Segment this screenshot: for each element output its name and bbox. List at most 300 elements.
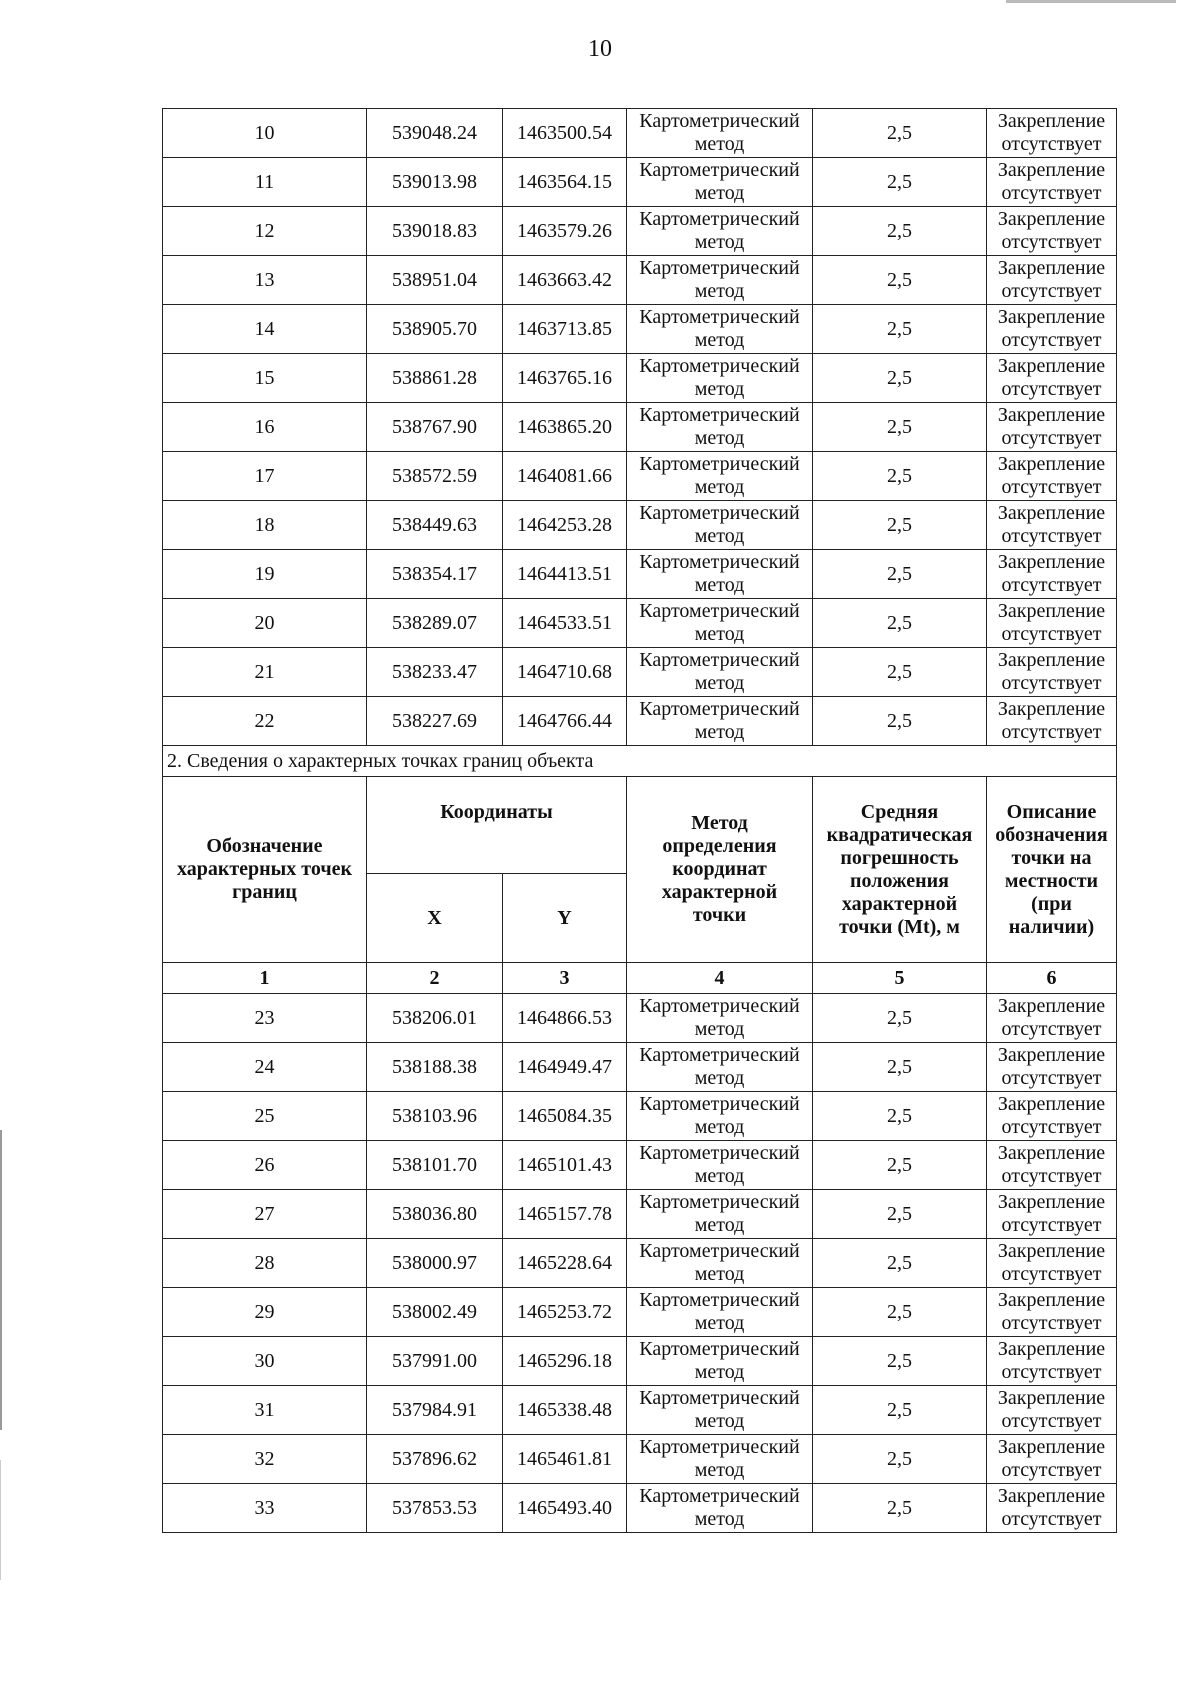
method-cell bbox=[627, 1190, 813, 1239]
table-row bbox=[163, 207, 1117, 256]
description-cell bbox=[987, 1043, 1117, 1092]
table-row bbox=[163, 1337, 1117, 1386]
description-text: Закрепление bbox=[997, 995, 1106, 1017]
x-coordinate-cell: 538233.47 bbox=[367, 648, 503, 697]
method-cell bbox=[627, 109, 813, 158]
description-text: Закрепление bbox=[997, 502, 1106, 524]
description-text: отсутствует bbox=[1001, 1312, 1102, 1334]
description-cell bbox=[987, 1190, 1117, 1239]
method-cell bbox=[627, 1484, 813, 1533]
method-text: метод bbox=[694, 182, 745, 204]
description-text: Закрепление bbox=[997, 1485, 1106, 1507]
description-text: отсутствует bbox=[1001, 1067, 1102, 1089]
point-cell: 17 bbox=[163, 452, 367, 501]
point-cell: 18 bbox=[163, 501, 367, 550]
x-coordinate-cell: 538449.63 bbox=[367, 501, 503, 550]
section-row bbox=[163, 746, 1117, 777]
description-text: Закрепление bbox=[997, 306, 1106, 328]
error-cell: 2,5 bbox=[813, 403, 987, 452]
method-text: метод bbox=[694, 1067, 745, 1089]
description-text: отсутствует bbox=[1001, 623, 1102, 645]
x-coordinate-cell: 538905.70 bbox=[367, 305, 503, 354]
description-text: отсутствует bbox=[1001, 1214, 1102, 1236]
method-text: Картометрический bbox=[639, 159, 800, 181]
method-text: Картометрический bbox=[639, 502, 800, 524]
description-cell bbox=[987, 697, 1117, 746]
point-cell: 32 bbox=[163, 1435, 367, 1484]
method-text: Картометрический bbox=[639, 110, 800, 132]
x-coordinate-cell: 539048.24 bbox=[367, 109, 503, 158]
y-coordinate-cell: 1465493.40 bbox=[503, 1484, 627, 1533]
header-text: точки bbox=[692, 904, 747, 926]
method-text: Картометрический bbox=[639, 1387, 800, 1409]
description-cell bbox=[987, 1337, 1117, 1386]
method-cell bbox=[627, 207, 813, 256]
scan-edge-mark bbox=[0, 1460, 1, 1580]
method-text: Картометрический bbox=[639, 551, 800, 573]
method-text: метод bbox=[694, 280, 745, 302]
method-text: Картометрический bbox=[639, 1142, 800, 1164]
point-cell: 31 bbox=[163, 1386, 367, 1435]
table-row bbox=[163, 256, 1117, 305]
table-row bbox=[163, 1239, 1117, 1288]
y-coordinate-cell: 1465228.64 bbox=[503, 1239, 627, 1288]
header-text: точки (Mt), м bbox=[839, 915, 960, 938]
column-number: 1 bbox=[163, 963, 367, 994]
y-coordinate-cell: 1463865.20 bbox=[503, 403, 627, 452]
error-cell: 2,5 bbox=[813, 1484, 987, 1533]
error-cell: 2,5 bbox=[813, 305, 987, 354]
description-cell bbox=[987, 403, 1117, 452]
description-text: Закрепление bbox=[997, 257, 1106, 279]
method-cell bbox=[627, 994, 813, 1043]
method-text: Картометрический bbox=[639, 1044, 800, 1066]
y-coordinate-cell: 1465253.72 bbox=[503, 1288, 627, 1337]
method-cell bbox=[627, 1092, 813, 1141]
header-text: характерных точек bbox=[176, 858, 353, 880]
point-cell: 23 bbox=[163, 994, 367, 1043]
description-text: отсутствует bbox=[1001, 1410, 1102, 1432]
method-text: метод bbox=[694, 231, 745, 253]
error-cell: 2,5 bbox=[813, 550, 987, 599]
point-cell: 29 bbox=[163, 1288, 367, 1337]
method-text: метод bbox=[694, 476, 745, 498]
point-cell: 13 bbox=[163, 256, 367, 305]
error-cell: 2,5 bbox=[813, 452, 987, 501]
table-row bbox=[163, 1484, 1117, 1533]
error-cell: 2,5 bbox=[813, 1239, 987, 1288]
table-row bbox=[163, 1141, 1117, 1190]
header-x: X bbox=[367, 874, 503, 963]
table-row bbox=[163, 403, 1117, 452]
y-coordinate-cell: 1464710.68 bbox=[503, 648, 627, 697]
method-cell bbox=[627, 354, 813, 403]
description-cell bbox=[987, 501, 1117, 550]
method-cell bbox=[627, 158, 813, 207]
point-cell: 15 bbox=[163, 354, 367, 403]
description-text: отсутствует bbox=[1001, 329, 1102, 351]
table-row bbox=[163, 109, 1117, 158]
description-cell bbox=[987, 1484, 1117, 1533]
table-row bbox=[163, 599, 1117, 648]
description-text: отсутствует bbox=[1001, 1361, 1102, 1383]
description-text: Закрепление bbox=[997, 1044, 1106, 1066]
header-text: границ bbox=[232, 881, 297, 903]
point-cell: 26 bbox=[163, 1141, 367, 1190]
error-cell: 2,5 bbox=[813, 599, 987, 648]
method-cell bbox=[627, 452, 813, 501]
method-text: метод bbox=[694, 1459, 745, 1481]
y-coordinate-cell: 1465157.78 bbox=[503, 1190, 627, 1239]
description-text: отсутствует bbox=[1001, 427, 1102, 449]
table-row bbox=[163, 994, 1117, 1043]
description-text: Закрепление bbox=[997, 1387, 1106, 1409]
description-text: Закрепление bbox=[997, 600, 1106, 622]
description-text: отсутствует bbox=[1001, 1508, 1102, 1530]
method-text: метод bbox=[694, 133, 745, 155]
method-cell bbox=[627, 1141, 813, 1190]
method-cell bbox=[627, 256, 813, 305]
description-cell bbox=[987, 599, 1117, 648]
method-text: метод bbox=[694, 574, 745, 596]
description-text: Закрепление bbox=[997, 551, 1106, 573]
header-text: точки на bbox=[1011, 846, 1092, 869]
description-cell bbox=[987, 550, 1117, 599]
description-text: Закрепление bbox=[997, 1289, 1106, 1311]
description-text: отсутствует bbox=[1001, 231, 1102, 253]
description-cell bbox=[987, 109, 1117, 158]
description-cell bbox=[987, 1386, 1117, 1435]
table-row bbox=[163, 1435, 1117, 1484]
method-cell bbox=[627, 1239, 813, 1288]
x-coordinate-cell: 538861.28 bbox=[367, 354, 503, 403]
header-text: Описание bbox=[1006, 800, 1097, 823]
x-coordinate-cell: 538951.04 bbox=[367, 256, 503, 305]
description-cell bbox=[987, 305, 1117, 354]
description-text: Закрепление bbox=[997, 404, 1106, 426]
method-text: Картометрический bbox=[639, 649, 800, 671]
y-coordinate-cell: 1465101.43 bbox=[503, 1141, 627, 1190]
header-text: характерной bbox=[841, 892, 958, 915]
method-text: метод bbox=[694, 623, 745, 645]
method-cell bbox=[627, 1386, 813, 1435]
header-text: обозначения bbox=[995, 823, 1108, 846]
method-text: Картометрический bbox=[639, 1338, 800, 1360]
point-cell: 30 bbox=[163, 1337, 367, 1386]
point-cell: 16 bbox=[163, 403, 367, 452]
y-coordinate-cell: 1463713.85 bbox=[503, 305, 627, 354]
error-cell: 2,5 bbox=[813, 1288, 987, 1337]
header-text: погрешность bbox=[840, 846, 959, 869]
x-coordinate-cell: 538572.59 bbox=[367, 452, 503, 501]
table-row bbox=[163, 305, 1117, 354]
description-cell bbox=[987, 256, 1117, 305]
method-text: Картометрический bbox=[639, 208, 800, 230]
method-text: метод bbox=[694, 378, 745, 400]
description-cell bbox=[987, 354, 1117, 403]
point-cell: 11 bbox=[163, 158, 367, 207]
description-text: Закрепление bbox=[997, 698, 1106, 720]
x-coordinate-cell: 538354.17 bbox=[367, 550, 503, 599]
column-number: 6 bbox=[987, 963, 1117, 994]
y-coordinate-cell: 1463564.15 bbox=[503, 158, 627, 207]
error-cell: 2,5 bbox=[813, 1092, 987, 1141]
description-text: Закрепление bbox=[997, 159, 1106, 181]
method-text: метод bbox=[694, 1018, 745, 1040]
point-cell: 25 bbox=[163, 1092, 367, 1141]
header-point-designation bbox=[163, 777, 367, 963]
header-method bbox=[627, 777, 813, 963]
method-cell bbox=[627, 305, 813, 354]
y-coordinate-cell: 1465084.35 bbox=[503, 1092, 627, 1141]
method-text: Картометрический bbox=[639, 698, 800, 720]
point-cell: 33 bbox=[163, 1484, 367, 1533]
description-text: Закрепление bbox=[997, 1436, 1106, 1458]
header-text: определения bbox=[662, 835, 777, 857]
column-number: 4 bbox=[627, 963, 813, 994]
method-text: метод bbox=[694, 672, 745, 694]
header-text: квадратическая bbox=[826, 823, 973, 846]
table-row bbox=[163, 354, 1117, 403]
x-coordinate-cell: 538103.96 bbox=[367, 1092, 503, 1141]
section-title: 2. Сведения о характерных точках границ объекта bbox=[163, 746, 1117, 777]
error-cell: 2,5 bbox=[813, 1435, 987, 1484]
description-cell bbox=[987, 158, 1117, 207]
table-row bbox=[163, 1288, 1117, 1337]
point-cell: 28 bbox=[163, 1239, 367, 1288]
point-cell: 22 bbox=[163, 697, 367, 746]
description-text: Закрепление bbox=[997, 355, 1106, 377]
error-cell: 2,5 bbox=[813, 994, 987, 1043]
header-text: наличии) bbox=[1008, 915, 1095, 938]
description-text: Закрепление bbox=[997, 1240, 1106, 1262]
header-text: Средняя bbox=[860, 800, 939, 823]
description-text: отсутствует bbox=[1001, 280, 1102, 302]
page-number: 10 bbox=[588, 36, 612, 62]
method-cell bbox=[627, 1043, 813, 1092]
method-text: Картометрический bbox=[639, 995, 800, 1017]
method-text: Картометрический bbox=[639, 306, 800, 328]
table-row bbox=[163, 452, 1117, 501]
column-number: 2 bbox=[367, 963, 503, 994]
scan-edge-mark bbox=[0, 1130, 2, 1430]
x-coordinate-cell: 538289.07 bbox=[367, 599, 503, 648]
description-cell bbox=[987, 207, 1117, 256]
method-cell bbox=[627, 501, 813, 550]
y-coordinate-cell: 1464766.44 bbox=[503, 697, 627, 746]
description-text: отсутствует bbox=[1001, 1263, 1102, 1285]
description-text: Закрепление bbox=[997, 453, 1106, 475]
description-text: отсутствует bbox=[1001, 182, 1102, 204]
description-text: отсутствует bbox=[1001, 1459, 1102, 1481]
error-cell: 2,5 bbox=[813, 1190, 987, 1239]
y-coordinate-cell: 1464533.51 bbox=[503, 599, 627, 648]
y-coordinate-cell: 1463579.26 bbox=[503, 207, 627, 256]
point-cell: 21 bbox=[163, 648, 367, 697]
description-cell bbox=[987, 452, 1117, 501]
method-text: Картометрический bbox=[639, 1436, 800, 1458]
table-row bbox=[163, 1386, 1117, 1435]
header-coordinates: Координаты bbox=[367, 777, 627, 874]
description-text: отсутствует bbox=[1001, 1165, 1102, 1187]
table-row bbox=[163, 550, 1117, 599]
description-cell bbox=[987, 1239, 1117, 1288]
error-cell: 2,5 bbox=[813, 501, 987, 550]
method-text: метод bbox=[694, 329, 745, 351]
description-cell bbox=[987, 994, 1117, 1043]
method-cell bbox=[627, 1337, 813, 1386]
description-text: отсутствует bbox=[1001, 378, 1102, 400]
description-text: отсутствует bbox=[1001, 476, 1102, 498]
error-cell: 2,5 bbox=[813, 1386, 987, 1435]
method-text: метод bbox=[694, 721, 745, 743]
column-number: 3 bbox=[503, 963, 627, 994]
y-coordinate-cell: 1463500.54 bbox=[503, 109, 627, 158]
y-coordinate-cell: 1464413.51 bbox=[503, 550, 627, 599]
error-cell: 2,5 bbox=[813, 1043, 987, 1092]
description-text: Закрепление bbox=[997, 1142, 1106, 1164]
y-coordinate-cell: 1465296.18 bbox=[503, 1337, 627, 1386]
x-coordinate-cell: 538101.70 bbox=[367, 1141, 503, 1190]
y-coordinate-cell: 1464253.28 bbox=[503, 501, 627, 550]
header-text: Метод bbox=[691, 812, 748, 834]
table-row bbox=[163, 697, 1117, 746]
x-coordinate-cell: 538000.97 bbox=[367, 1239, 503, 1288]
point-cell: 10 bbox=[163, 109, 367, 158]
boundary-points-table bbox=[162, 108, 1117, 1533]
description-cell bbox=[987, 1092, 1117, 1141]
method-text: Картометрический bbox=[639, 600, 800, 622]
x-coordinate-cell: 538188.38 bbox=[367, 1043, 503, 1092]
description-text: отсутствует bbox=[1001, 672, 1102, 694]
error-cell: 2,5 bbox=[813, 256, 987, 305]
method-text: Картометрический bbox=[639, 257, 800, 279]
point-cell: 12 bbox=[163, 207, 367, 256]
header-text: (при bbox=[1031, 892, 1072, 915]
y-coordinate-cell: 1464081.66 bbox=[503, 452, 627, 501]
x-coordinate-cell: 538206.01 bbox=[367, 994, 503, 1043]
y-coordinate-cell: 1464949.47 bbox=[503, 1043, 627, 1092]
description-text: Закрепление bbox=[997, 649, 1106, 671]
method-text: метод bbox=[694, 1116, 745, 1138]
description-text: отсутствует bbox=[1001, 1018, 1102, 1040]
section-heading-group bbox=[163, 746, 1117, 994]
method-text: Картометрический bbox=[639, 1240, 800, 1262]
header-error bbox=[813, 777, 987, 963]
point-cell: 24 bbox=[163, 1043, 367, 1092]
description-text: Закрепление bbox=[997, 1191, 1106, 1213]
method-cell bbox=[627, 550, 813, 599]
x-coordinate-cell: 539018.83 bbox=[367, 207, 503, 256]
method-text: Картометрический bbox=[639, 1289, 800, 1311]
description-text: Закрепление bbox=[997, 208, 1106, 230]
y-coordinate-cell: 1463765.16 bbox=[503, 354, 627, 403]
method-cell bbox=[627, 599, 813, 648]
x-coordinate-cell: 539013.98 bbox=[367, 158, 503, 207]
header-text: местности bbox=[1004, 869, 1099, 892]
method-cell bbox=[627, 697, 813, 746]
description-cell bbox=[987, 1141, 1117, 1190]
table-row bbox=[163, 1190, 1117, 1239]
table-header-row bbox=[163, 777, 1117, 874]
point-cell: 20 bbox=[163, 599, 367, 648]
method-text: Картометрический bbox=[639, 1191, 800, 1213]
description-text: отсутствует bbox=[1001, 133, 1102, 155]
method-text: метод bbox=[694, 1312, 745, 1334]
error-cell: 2,5 bbox=[813, 697, 987, 746]
description-cell bbox=[987, 1435, 1117, 1484]
method-text: метод bbox=[694, 1361, 745, 1383]
method-text: метод bbox=[694, 1263, 745, 1285]
method-text: Картометрический bbox=[639, 1093, 800, 1115]
method-cell bbox=[627, 1435, 813, 1484]
x-coordinate-cell: 538002.49 bbox=[367, 1288, 503, 1337]
error-cell: 2,5 bbox=[813, 158, 987, 207]
y-coordinate-cell: 1463663.42 bbox=[503, 256, 627, 305]
method-text: метод bbox=[694, 1410, 745, 1432]
table-row bbox=[163, 158, 1117, 207]
x-coordinate-cell: 537991.00 bbox=[367, 1337, 503, 1386]
error-cell: 2,5 bbox=[813, 109, 987, 158]
point-cell: 14 bbox=[163, 305, 367, 354]
method-text: метод bbox=[694, 427, 745, 449]
description-text: отсутствует bbox=[1001, 1116, 1102, 1138]
method-text: Картометрический bbox=[639, 1485, 800, 1507]
description-text: отсутствует bbox=[1001, 525, 1102, 547]
table-row bbox=[163, 501, 1117, 550]
header-description bbox=[987, 777, 1117, 963]
method-text: Картометрический bbox=[639, 355, 800, 377]
points-table-body-top bbox=[163, 109, 1117, 746]
y-coordinate-cell: 1465338.48 bbox=[503, 1386, 627, 1435]
header-text: координат bbox=[672, 858, 767, 880]
method-text: метод bbox=[694, 1508, 745, 1530]
error-cell: 2,5 bbox=[813, 1337, 987, 1386]
y-coordinate-cell: 1464866.53 bbox=[503, 994, 627, 1043]
header-text: положения bbox=[850, 869, 949, 892]
description-text: Закрепление bbox=[997, 1338, 1106, 1360]
method-text: метод bbox=[694, 1214, 745, 1236]
description-text: отсутствует bbox=[1001, 574, 1102, 596]
description-cell bbox=[987, 648, 1117, 697]
error-cell: 2,5 bbox=[813, 354, 987, 403]
column-number-row bbox=[163, 963, 1117, 994]
scan-edge-mark bbox=[1006, 0, 1176, 3]
header-y: Y bbox=[503, 874, 627, 963]
header-text: характерной bbox=[661, 881, 778, 903]
x-coordinate-cell: 537853.53 bbox=[367, 1484, 503, 1533]
x-coordinate-cell: 538767.90 bbox=[367, 403, 503, 452]
point-cell: 27 bbox=[163, 1190, 367, 1239]
method-cell bbox=[627, 648, 813, 697]
error-cell: 2,5 bbox=[813, 207, 987, 256]
x-coordinate-cell: 538036.80 bbox=[367, 1190, 503, 1239]
column-number: 5 bbox=[813, 963, 987, 994]
description-text: Закрепление bbox=[997, 110, 1106, 132]
table-row bbox=[163, 1092, 1117, 1141]
x-coordinate-cell: 538227.69 bbox=[367, 697, 503, 746]
description-text: отсутствует bbox=[1001, 721, 1102, 743]
x-coordinate-cell: 537896.62 bbox=[367, 1435, 503, 1484]
error-cell: 2,5 bbox=[813, 1141, 987, 1190]
point-cell: 19 bbox=[163, 550, 367, 599]
x-coordinate-cell: 537984.91 bbox=[367, 1386, 503, 1435]
table-row bbox=[163, 1043, 1117, 1092]
method-text: метод bbox=[694, 525, 745, 547]
method-cell bbox=[627, 1288, 813, 1337]
y-coordinate-cell: 1465461.81 bbox=[503, 1435, 627, 1484]
method-cell bbox=[627, 403, 813, 452]
